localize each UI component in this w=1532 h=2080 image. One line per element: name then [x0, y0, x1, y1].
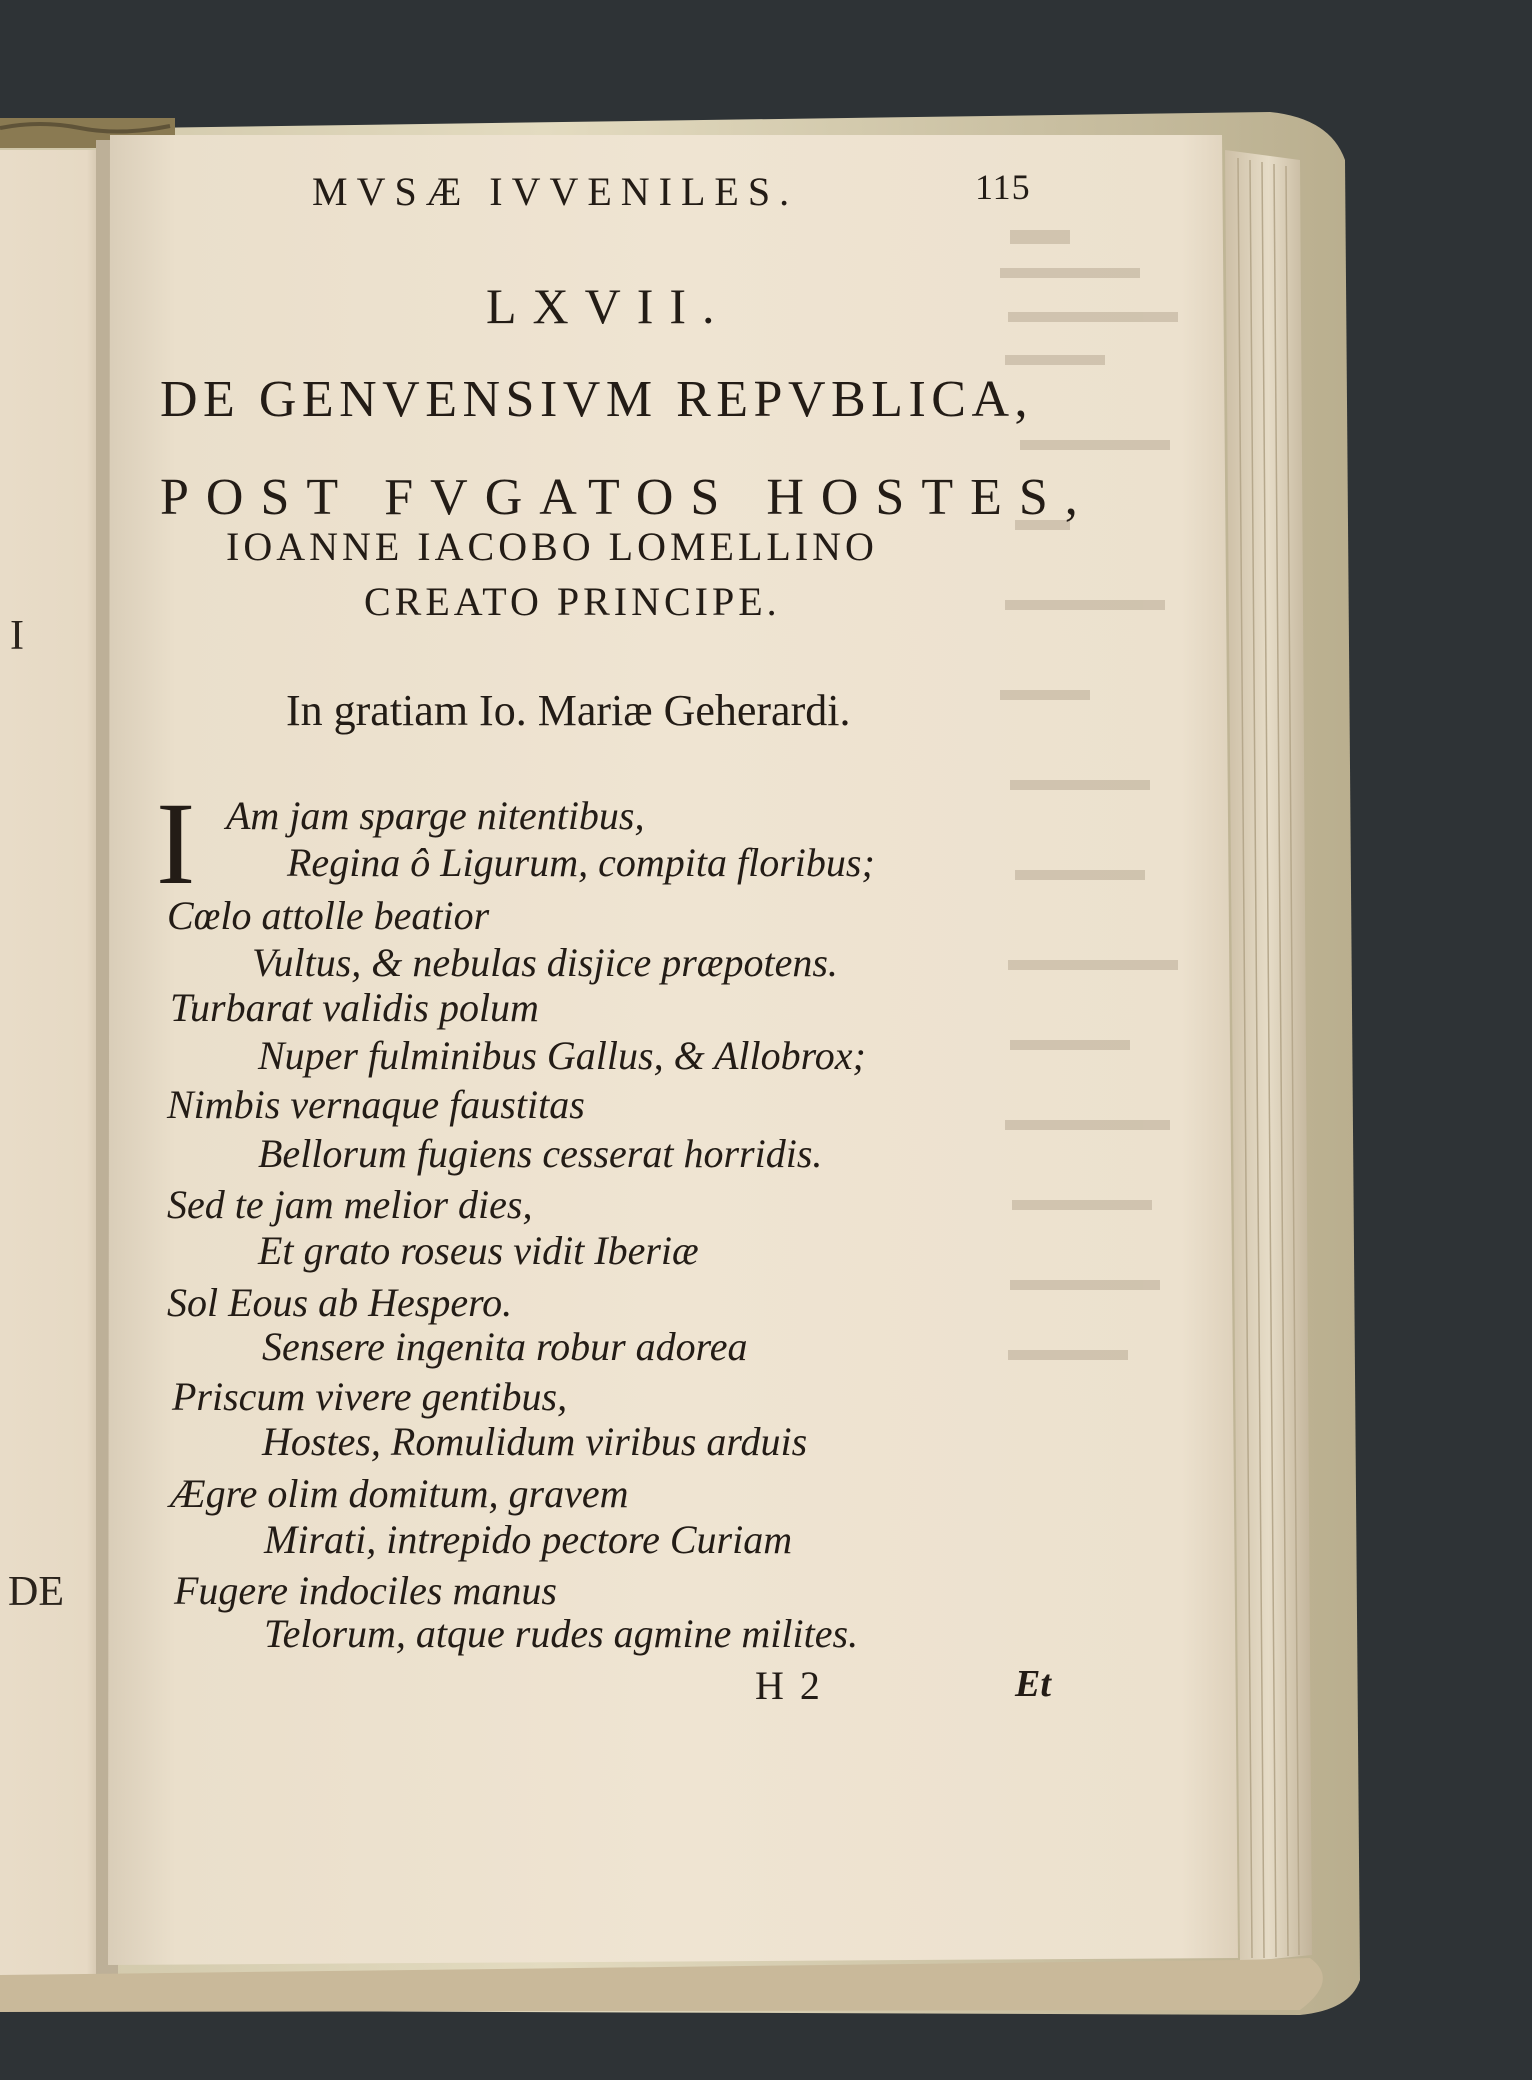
verse-line: Sol Eous ab Hespero.	[167, 1280, 513, 1325]
verse-line: Turbarat validis polum	[170, 985, 539, 1030]
verse-line: Nimbis vernaque faustitas	[167, 1082, 585, 1127]
folio: 115	[975, 167, 1031, 207]
verse-line: Sed te jam melior dies,	[167, 1182, 533, 1227]
verse-line: Priscum vivere gentibus,	[172, 1374, 568, 1419]
verse-line: Am jam sparge nitentibus,	[226, 793, 645, 838]
verse-line: Nuper fulminibus Gallus, & Allobrox;	[258, 1033, 866, 1078]
verse-line: Et grato roseus vidit Iberiæ	[258, 1228, 699, 1273]
poem-title-line-2: POST FVGATOS HOSTES,	[160, 469, 1095, 526]
left-page-fragment-1: I	[10, 613, 24, 659]
signature-mark: H 2	[755, 1663, 823, 1708]
verse-line: Mirati, intrepido pectore Curiam	[264, 1517, 793, 1562]
verse-line: Vultus, & nebulas disjice præpotens.	[252, 940, 838, 985]
poem-number: LXVII.	[486, 278, 731, 334]
running-head: MVSÆ IVVENILES.	[312, 169, 799, 214]
poem-title-line-1: DE GENVENSIVM REPVBLICA,	[160, 371, 1033, 428]
poem-title-line-4: CREATO PRINCIPE.	[364, 579, 781, 624]
left-page	[0, 150, 102, 1975]
verse-line: Hostes, Romulidum viribus arduis	[262, 1419, 808, 1464]
left-page-fragment-2: DE	[8, 1569, 64, 1615]
drop-cap: I	[156, 778, 196, 909]
verse-line: Sensere ingenita robur adorea	[262, 1324, 748, 1369]
verse-line: Bellorum fugiens cesserat horridis.	[258, 1131, 823, 1176]
verse-line: Ægre olim domitum, gravem	[170, 1471, 629, 1516]
verse-line: Cœlo attolle beatior	[167, 893, 490, 938]
verse-line: Regina ô Ligurum, compita floribus;	[287, 840, 875, 885]
poem-title-line-3: IOANNE IACOBO LOMELLINO	[226, 524, 878, 569]
catchword: Et	[1015, 1663, 1051, 1705]
verse-line: Fugere indociles manus	[174, 1568, 557, 1613]
verse-line: Telorum, atque rudes agmine milites.	[264, 1611, 859, 1656]
dedication: In gratiam Io. Mariæ Geherardi.	[286, 686, 851, 735]
